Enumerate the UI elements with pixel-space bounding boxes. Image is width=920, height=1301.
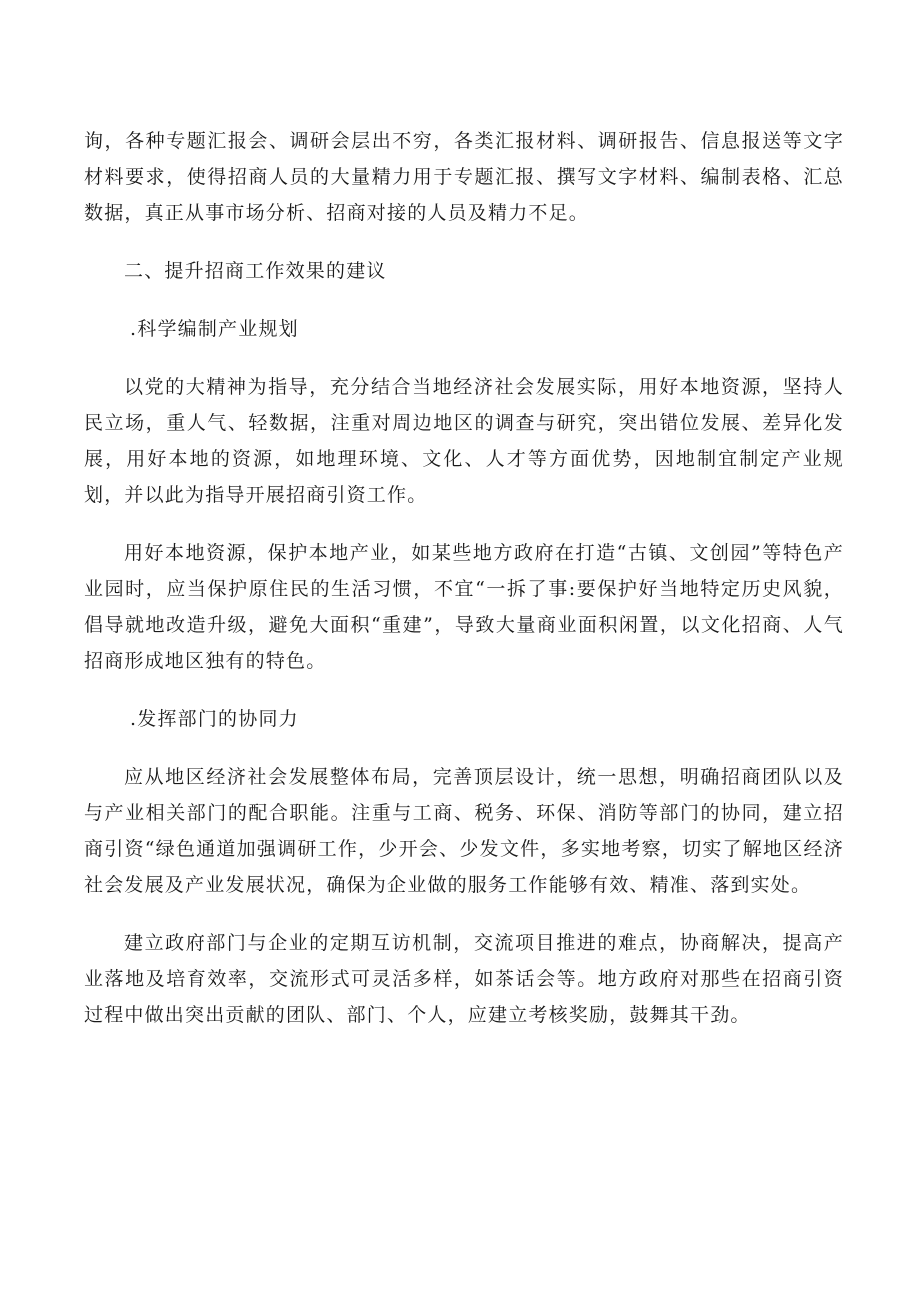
paragraph-continuation: 询，各种专题汇报会、调研会层出不穷，各类汇报材料、调研报告、信息报送等文字材料要求，使得招商人员的大量精力用于专题汇报、撰写文字材料、编制表格、汇总数据，真正从事市场分析、招商对接的人员及精力不足。 <box>84 130 844 224</box>
paragraph-body: 应从地区经济社会发展整体布局，完善顶层设计，统一思想，明确招商团队以及与产业相关部门的配合职能。注重与工商、税务、环保、消防等部门的协同，建立招商引资“绿色通道加强调研工作，少开会、少发文件，多实地考察，切实了解地区经济社会发展及产业发展状况，确保为企业做的服务工作能够有效、精准、落到实处。 <box>84 766 844 896</box>
paragraph-body: 用好本地资源，保护本地产业，如某些地方政府在打造“古镇、文创园”等特色产业园时，应当保护原住民的生活习惯，不宜“一拆了事:要保护好当地特定历史风貌，倡导就地改造升级，避免大面积“重建”，导致大量商业面积闲置，以文化招商、人气招商形成地区独有的特色。 <box>84 542 844 672</box>
paragraph-body: 以党的大精神为指导，充分结合当地经济社会发展实际，用好本地资源，坚持人民立场，重人气、轻数据，注重对周边地区的调查与研究，突出错位发展、差异化发展，用好本地的资源，如地理环境、文化、人才等方面优势，因地制宜制定产业规划，并以此为指导开展招商引资工作。 <box>84 376 844 506</box>
paragraph-body: 建立政府部门与企业的定期互访机制，交流项目推进的难点，协商解决，提高产业落地及培育效率，交流形式可灵活多样，如茶话会等。地方政府对那些在招商引资过程中做出突出贡献的团队、部门、个人，应建立考核奖励，鼓舞其干劲。 <box>84 932 844 1026</box>
document-body <box>84 123 844 1055</box>
subsection-heading-planning: .科学编制产业规划 <box>130 318 299 340</box>
section-heading: 二、提升招商工作效果的建议 <box>124 260 387 282</box>
subsection-heading-coordination: .发挥部门的协同力 <box>130 708 299 730</box>
